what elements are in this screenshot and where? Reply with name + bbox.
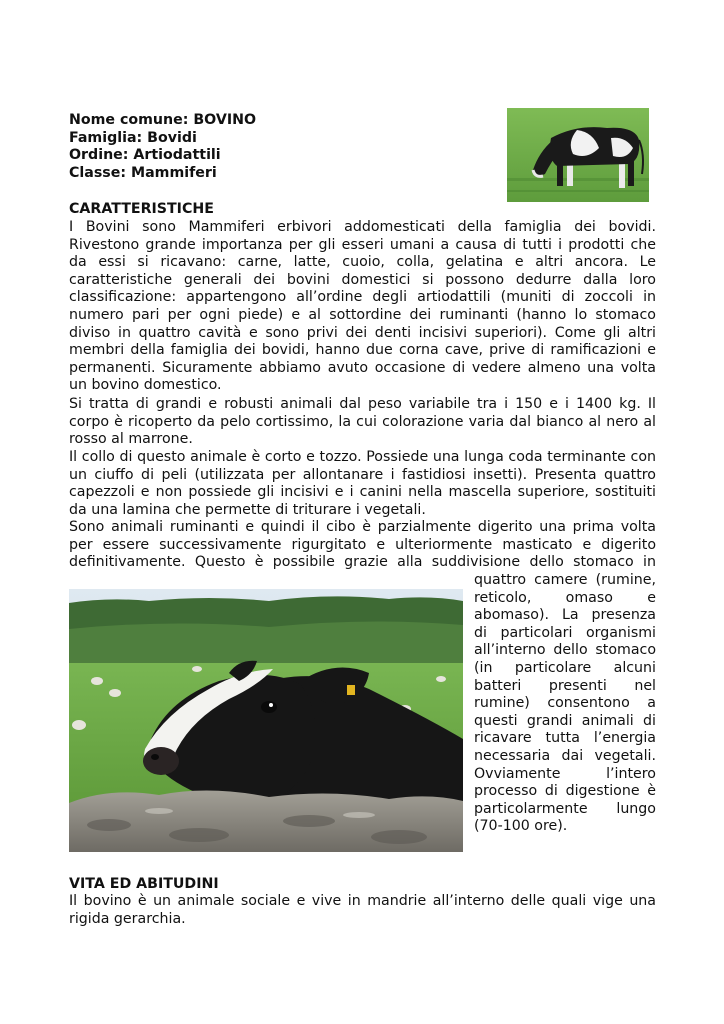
class: Classe: Mammiferi: [69, 164, 217, 181]
order: Ordine: Artiodattili: [69, 147, 221, 164]
paragraph-characteristics-1: I Bovini sono Mammiferi erbivori addomesticati della famiglia dei bovidi. Rivestono grande importanza per gli esseri umani a causa di tutti i prodotti che da essi si ricavano: carne, latte, cuoio, colla, gelatina e altri ancora. Le caratteristiche generali dei bovini domestici si possono dedurre dalla loro classificazione: appartengono all’ordine degli artiodattili (muniti di zoccoli in numero pari per ogni piede) e al sottordine dei ruminanti (hanno lo stomaco diviso in quattro cavità e sono privi dei denti incisivi superiori). Come gli altri membri della famiglia dei bovidi, hanno due corna cave, prive di ramificazioni e permanenti. Sicuramente abbiamo avuto occasione di vedere almeno una volta un bovino domestico.: [69, 219, 656, 394]
paragraph-life-habits-1: Il bovino è un animale sociale e vive in mandrie all’interno delle quali vige una rigida gerarchia.: [69, 893, 656, 927]
paragraph-characteristics-2: Si tratta di grandi e robusti animali dal peso variabile tra i 150 e i 1400 kg. Il corpo è ricoperto da pelo cortissimo, la cui colorazione varia dal bianco al nero al rosso al marrone.: [69, 396, 656, 448]
section-heading-life-habits: VITA ED ABITUDINI: [69, 876, 219, 892]
paragraph-characteristics-3: Il collo di questo animale è corto e tozzo. Possiede una lunga coda terminante con un ciuffo di peli (utilizzata per allontanare i fastidiosi insetti). Presenta quattro capezzoli e non possiede gli incisivi e i canini nella mascella superiore, sostituiti da una lamina che permette di triturare i vegetali.: [69, 449, 656, 518]
cow-head-photo: [69, 589, 463, 852]
family: Famiglia: Bovidi: [69, 129, 197, 146]
section-heading-characteristics: CARATTERISTICHE: [69, 201, 214, 217]
paragraph-characteristics-4-continued: quattro camere (rumine, reticolo, omaso e abomaso). La presenza di particolari organismi all’interno dello stomaco (in particolare alcuni batteri presenti nel rumine) consentono a questi grandi animali di ricavare tutta l’energia necessaria dai vegetali. Ovviamente l’intero processo di digestione è particolarmente lungo (70-100 ore).: [474, 572, 656, 835]
grazing-cow-photo: [507, 108, 649, 202]
common-name: Nome comune: BOVINO: [69, 112, 257, 128]
paragraph-characteristics-4: Sono animali ruminanti e quindi il cibo è parzialmente digerito una prima volta per essere successivamente rigurgitato e ulteriormente masticato e digerito definitivamente. Questo è possibile grazie alla suddivisione dello stomaco in: [69, 519, 656, 571]
